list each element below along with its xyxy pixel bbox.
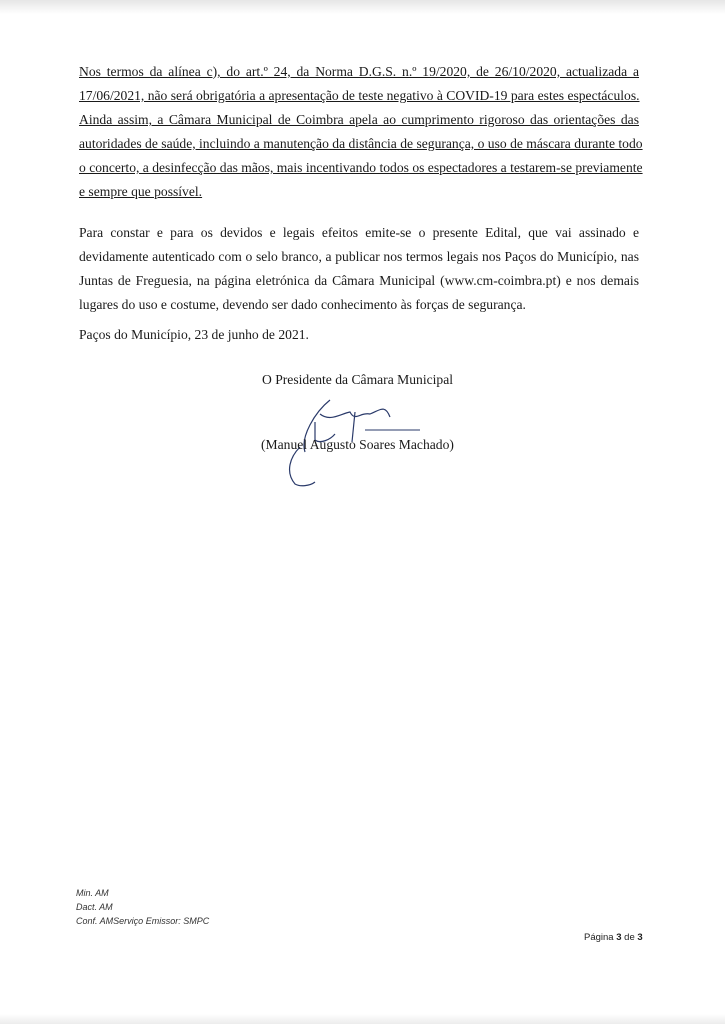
text-line: Juntas de Freguesia, na página eletrónica da Câmara Municipal (www.cm-coimbra.pt) e nos demais xyxy=(79,273,639,288)
text-line: lugares do uso e costume, devendo ser dado conhecimento às forças de segurança. xyxy=(79,297,526,312)
paragraph-covid-notice xyxy=(79,60,643,204)
text-line: autoridades de saúde, incluindo a manutenção da distância de segurança, o uso de máscara durante todo xyxy=(79,136,643,151)
text-line: 17/06/2021, não será obrigatória a apresentação de teste negativo à COVID-19 para estes espectáculos. xyxy=(79,88,640,103)
text-line: o concerto, a desinfecção das mãos, mais incentivando todos os espectadores a testarem-se previamente xyxy=(79,160,643,175)
footer-dactilografia: Dact. AM xyxy=(76,902,113,912)
footer-minuta: Min. AM xyxy=(76,888,109,898)
text-line: Nos termos da alínea c), do art.º 24, da Norma D.G.S. n.º 19/2020, de 26/10/2020, actualizada a xyxy=(79,64,639,79)
page-number: Página 3 de 3 xyxy=(584,932,643,943)
text-line: e sempre que possível. xyxy=(79,184,203,199)
scan-edge-bottom xyxy=(0,1014,725,1024)
text-line: devidamente autenticado com o selo branco, a publicar nos termos legais nos Paços do Município, nas xyxy=(79,249,639,264)
signatory-name: (Manuel Augusto Soares Machado) xyxy=(261,437,454,452)
text-line: Para constar e para os devidos e legais efeitos emite-se o presente Edital, que vai assinado e xyxy=(79,225,639,240)
footer-conferencia: Conf. AMServiço Emissor: SMPC xyxy=(76,916,210,926)
signatory-role: O Presidente da Câmara Municipal xyxy=(262,372,454,387)
text-line: Ainda assim, a Câmara Municipal de Coimbra apela ao cumprimento rigoroso das orientações das xyxy=(79,112,639,127)
date-line: Paços do Município, 23 de junho de 2021. xyxy=(79,327,309,342)
scan-edge-top xyxy=(0,0,725,14)
paragraph-edital xyxy=(79,221,639,317)
